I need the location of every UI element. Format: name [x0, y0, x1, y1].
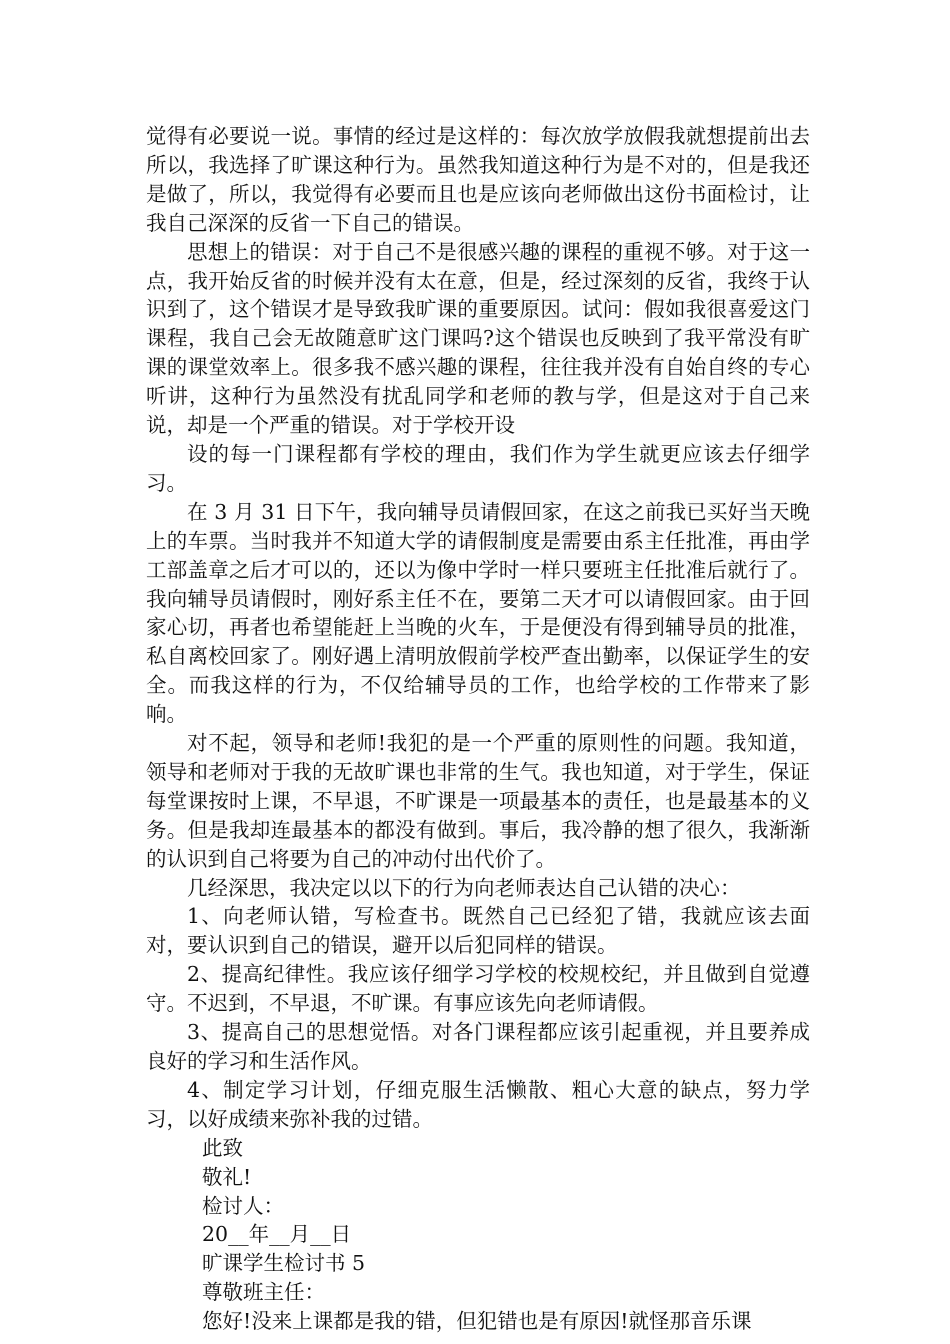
opening-line: 您好!没来上课都是我的错，但犯错也是有原因!就怪那音乐课 — [202, 1309, 752, 1334]
paragraph-thinking-error: 思想上的错误：对于自己不是很感兴趣的课程的重视不够。对于这一点，我开始反省的时候并没有太在意，但是，经过深刻的反省，我终于认识到了，这个错误才是导致我旷课的重要原因。试问：假如我很喜爱这门课程，我自己会无故随意旷这门课吗?这个错误也反映到了我平常没有旷课的课堂效率上。很多我不感兴趣的课程，往往我并没有自始自终的专心听讲，这种行为虽然没有扰乱同学和老师的教与学，但是这对于自己来说，却是一个严重的错误。对于学校开设 — [146, 239, 810, 438]
list-item-1: 1、向老师认错，写检查书。既然自己已经犯了错，我就应该去面对，要认识到自己的错误，避开以后犯同样的错误。 — [146, 904, 810, 958]
list-item-4: 4、制定学习计划，仔细克服生活懒散、粗心大意的缺点，努力学习，以好成绩来弥补我的过错。 — [146, 1077, 810, 1131]
section-title: 旷课学生检讨书 5 — [202, 1251, 366, 1276]
paragraph-course-reason: 设的每一门课程都有学校的理由，我们作为学生就更应该去仔细学习。 — [146, 441, 810, 495]
paragraph-incident: 在 3 月 31 日下午，我向辅导员请假回家，在这之前我已买好当天晚上的车票。当时我并不知道大学的请假制度是需要由系主任批准，再由学工部盖章之后才可以的，还以为像中学时一样只要班主任批准后就行了。我向辅导员请假时，刚好系主任不在，要第二天才可以请假回家。由于回家心切，再者也希望能赶上当晚的火车，于是便没有得到辅导员的批准，私自离校回家了。刚好遇上清明放假前学校严查出勤率，以保证学生的安全。而我这样的行为，不仅给辅导员的工作，也给学校的工作带来了影响。 — [146, 499, 810, 727]
document-body — [146, 122, 810, 1336]
date-line: 20__年__月__日 — [202, 1222, 352, 1247]
list-item-2: 2、提高纪律性。我应该仔细学习学校的校规校纪，并且做到自觉遵守。不迟到，不早退，不旷课。有事应该先向老师请假。 — [146, 962, 810, 1016]
greeting: 尊敬班主任： — [202, 1280, 325, 1305]
paragraph-resolution: 几经深思，我决定以以下的行为向老师表达自己认错的决心： — [187, 875, 741, 900]
paragraph-intro: 觉得有必要说一说。事情的经过是这样的：每次放学放假我就想提前出去所以，我选择了旷课这种行为。虽然我知道这种行为是不对的，但是我还是做了，所以，我觉得有必要而且也是应该向老师做出这份书面检讨，让我自己深深的反省一下自己的错误。 — [146, 124, 810, 235]
paragraph-apology: 对不起，领导和老师!我犯的是一个严重的原则性的问题。我知道，领导和老师对于我的无故旷课也非常的生气。我也知道，对于学生，保证每堂课按时上课，不早退，不旷课是一项最基本的责任，也是最基本的义务。但是我却连最基本的都没有做到。事后，我冷静的想了很久，我渐渐的认识到自己将要为自己的冲动付出代价了。 — [146, 731, 810, 871]
signer-label: 检讨人： — [202, 1193, 284, 1218]
closing-regards: 敬礼! — [202, 1164, 252, 1189]
closing-salutation: 此致 — [202, 1135, 243, 1160]
list-item-3: 3、提高自己的思想觉悟。对各门课程都应该引起重视，并且要养成良好的学习和生活作风。 — [146, 1020, 810, 1073]
